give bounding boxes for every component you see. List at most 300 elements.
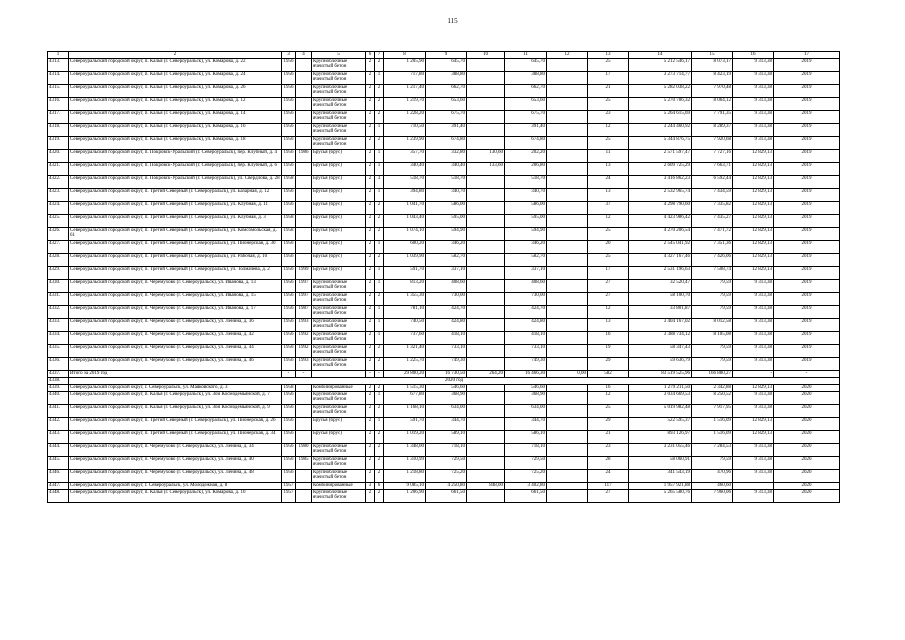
table-row	[48, 292, 840, 305]
table-row	[48, 110, 840, 123]
table-cell: 1 043,40	[384, 214, 426, 227]
table-cell	[467, 71, 505, 84]
table-cell: 1956	[282, 417, 296, 430]
table-cell: Брусья (брус)	[312, 430, 366, 443]
table-cell: 1956	[282, 71, 296, 84]
table-cell	[296, 240, 312, 253]
table-cell: 3 034 669,53	[629, 391, 692, 404]
table-cell: 9 313,38	[733, 404, 774, 417]
table-cell: 1992	[296, 331, 312, 344]
table-cell: 1 279 211,50	[629, 384, 692, 391]
address-cell: Североуральский городской округ, г. Североуральск, ул. Маяковского, д. 3	[69, 384, 282, 391]
table-cell: 2	[366, 240, 375, 253]
table-cell: 1 515,30	[384, 384, 426, 391]
table-cell: 582	[588, 370, 629, 377]
table-cell: 58 347,43	[629, 344, 692, 357]
table-cell: 2	[366, 149, 375, 162]
table-cell	[547, 110, 588, 123]
table-cell: 2	[366, 84, 375, 97]
table-cell: 344,70	[426, 417, 467, 430]
table-cell: 1956	[282, 443, 296, 456]
table-cell: Крупноблочные ячеистый бетон	[312, 318, 366, 331]
table-cell: 674,80	[505, 136, 547, 149]
table-cell: 2019	[774, 71, 840, 84]
table-cell: Крупноблочные ячеистый бетон	[312, 58, 366, 71]
table-cell: 1	[375, 305, 384, 318]
table-cell: 1956	[282, 331, 296, 344]
table-cell: 1956	[282, 58, 296, 71]
address-cell: Североуральский городской округ, п. Черемухово (г. Североуральск), ул. Ленина, д. 48	[69, 469, 282, 482]
table-cell	[467, 97, 505, 110]
table-cell: 1993	[296, 357, 312, 370]
table-cell: 1957	[282, 489, 296, 502]
table-cell: 29	[588, 417, 629, 430]
table-cell: 2	[366, 357, 375, 370]
table-cell: 2	[366, 279, 375, 292]
table-cell	[296, 253, 312, 266]
table-cell: 1 019,20	[384, 430, 426, 443]
table-cell: 24	[588, 175, 629, 188]
table-row	[48, 279, 840, 292]
table-cell: 0,00	[547, 370, 588, 377]
table-cell: 12 829,13	[733, 240, 774, 253]
table-cell: 340,40	[426, 162, 467, 175]
table-cell	[467, 279, 505, 292]
table-cell: 13	[588, 318, 629, 331]
table-cell	[467, 136, 505, 149]
table-cell: 1 074,10	[384, 227, 426, 240]
table-cell: 1 219,70	[384, 97, 426, 110]
table-row	[48, 149, 840, 162]
table-cell: 9 313,38	[733, 305, 774, 318]
row-number: 4325.	[48, 214, 69, 227]
table-cell: 12 829,13	[733, 175, 774, 188]
table-cell: 9 313,38	[733, 456, 774, 469]
row-number: 4319.	[48, 136, 69, 149]
address-cell: Североуральский городской округ, п. Черемухово (г. Североуральск), ул. Иванова, д. 17	[69, 305, 282, 318]
table-cell: 2020	[774, 417, 840, 430]
table-cell: 79,59	[692, 456, 733, 469]
table-cell: 7 426,06	[692, 253, 733, 266]
table-cell: 12 829,13	[733, 384, 774, 391]
table-cell: 518,70	[384, 175, 426, 188]
table-cell: 264,20	[467, 370, 505, 377]
table-cell: 1 225,70	[384, 357, 426, 370]
table-cell: Брусья (брус)	[312, 149, 366, 162]
row-number: 4314.	[48, 71, 69, 84]
table-cell: 20	[588, 240, 629, 253]
table-cell: -	[282, 370, 296, 377]
table-cell: Крупноблочные ячеистый бетон	[312, 331, 366, 344]
table-cell: 2	[366, 391, 375, 404]
table-cell: 29 800,20	[384, 370, 426, 377]
table-cell: 12 829,13	[733, 201, 774, 214]
table-cell	[547, 266, 588, 279]
table-cell: 2	[375, 344, 384, 357]
table-cell: 1956	[282, 123, 296, 136]
table-cell	[733, 482, 774, 489]
table-cell	[547, 331, 588, 344]
table-cell: 2020	[774, 469, 840, 482]
table-cell	[296, 97, 312, 110]
table-cell: 518,70	[426, 175, 467, 188]
table-cell: 1	[375, 279, 384, 292]
table-cell: 7 920,68	[692, 136, 733, 149]
table-row	[48, 318, 840, 331]
table-cell: 1 217,40	[384, 84, 426, 97]
table-cell: Брусья (брус)	[312, 266, 366, 279]
table-cell: 675,70	[505, 110, 547, 123]
table-cell	[467, 404, 505, 417]
table-cell: 2	[366, 227, 375, 240]
table-cell: 2	[366, 384, 375, 391]
table-cell	[467, 227, 505, 240]
row-number: 4338.	[48, 377, 69, 384]
table-cell: 2	[366, 430, 375, 443]
address-cell: Североуральский городской округ, п. Черемухово (г. Североуральск), ул. Ленина, д. 46	[69, 357, 282, 370]
table-cell	[547, 417, 588, 430]
row-number: 4326.	[48, 227, 69, 240]
table-cell: 1 355,30	[384, 292, 426, 305]
table-cell: 16	[588, 331, 629, 344]
table-cell: 1958	[282, 214, 296, 227]
table-cell: 2	[366, 188, 375, 201]
table-cell: 25	[588, 97, 629, 110]
table-cell: 12	[588, 305, 629, 318]
column-header: 8	[384, 52, 426, 59]
table-cell: 2	[375, 253, 384, 266]
table-cell: 1999	[296, 266, 312, 279]
table-cell: 1958	[282, 175, 296, 188]
table-cell: 645,70	[505, 58, 547, 71]
table-cell: Крупноблочные ячеистый бетон	[312, 279, 366, 292]
table-cell: 2	[366, 123, 375, 136]
table-cell: 2019	[774, 305, 840, 318]
table-cell: 1	[375, 240, 384, 253]
row-number: 4334.	[48, 331, 69, 344]
table-cell: 2	[375, 430, 384, 443]
table-cell	[467, 84, 505, 97]
table-row	[48, 489, 840, 502]
table-cell: 9 313,38	[733, 136, 774, 149]
year-row	[48, 377, 840, 384]
table-row	[48, 123, 840, 136]
table-cell: 3 273 714,77	[629, 71, 692, 84]
address-cell: Североуральский городской округ, п. Калья (г. Североуральск), ул. Комарова, д. 24	[69, 71, 282, 84]
housing-table	[47, 51, 840, 503]
table-cell: 1956	[282, 149, 296, 162]
table-cell: 394,80	[384, 188, 426, 201]
table-cell: 25	[588, 136, 629, 149]
table-cell: Крупноблочные ячеистый бетон	[312, 71, 366, 84]
table-cell	[467, 175, 505, 188]
table-cell	[547, 292, 588, 305]
table-cell: 2019	[774, 149, 840, 162]
table-cell: 1 039,90	[384, 253, 426, 266]
table-cell	[296, 489, 312, 502]
row-number: 4323.	[48, 188, 69, 201]
table-cell: 7 508,74	[692, 266, 733, 279]
table-cell: 2	[366, 417, 375, 430]
table-cell: 749,30	[426, 357, 467, 370]
table-cell: 518,70	[505, 175, 547, 188]
table-cell: 2019	[774, 110, 840, 123]
table-cell: 591,70	[384, 266, 426, 279]
table-cell: 2020	[774, 456, 840, 469]
table-row	[48, 58, 840, 71]
table-cell: 19	[588, 344, 629, 357]
table-cell: 2019	[774, 84, 840, 97]
table-cell: Крупноблочные ячеистый бетон	[312, 292, 366, 305]
table-cell	[467, 305, 505, 318]
table-cell	[547, 136, 588, 149]
table-cell: 4 423 986,42	[629, 214, 692, 227]
table-cell: 1 348,00	[384, 443, 426, 456]
table-cell: Брусья (брус)	[312, 253, 366, 266]
table-cell: 2	[366, 292, 375, 305]
address-cell: Североуральский городской округ, п. Черемухово (г. Североуральск), ул. Ленина, д. 36	[69, 318, 282, 331]
table-cell: 424,70	[426, 305, 467, 318]
table-cell: Крупноблочные ячеистый бетон	[312, 357, 366, 370]
table-cell: 1 321,40	[384, 344, 426, 357]
table-cell	[312, 370, 366, 377]
table-cell: Крупноблочные ячеистый бетон	[312, 97, 366, 110]
table-cell: 586,00	[426, 201, 467, 214]
table-cell: 674,80	[426, 136, 467, 149]
table-cell: 582,70	[426, 253, 467, 266]
row-number: 4336.	[48, 357, 69, 370]
table-cell: Крупноблочные ячеистый бетон	[312, 489, 366, 502]
table-cell: 733,10	[426, 344, 467, 357]
table-cell: 717,80	[384, 71, 426, 84]
table-cell: 1997	[296, 279, 312, 292]
table-cell: 2020	[774, 443, 840, 456]
table-cell: 2	[366, 344, 375, 357]
table-cell: 9 313,38	[733, 469, 774, 482]
table-cell: 23	[588, 110, 629, 123]
table-cell: 740,50	[384, 318, 426, 331]
table-cell: 2019	[774, 175, 840, 188]
table-cell: 1956	[282, 201, 296, 214]
table-cell: 2019	[774, 123, 840, 136]
row-number: 4316.	[48, 97, 69, 110]
table-cell: 9 313,38	[733, 58, 774, 71]
table-row	[48, 175, 840, 188]
table-row	[48, 253, 840, 266]
table-cell: 391,40	[505, 123, 547, 136]
table-cell: 1 168,10	[384, 404, 426, 417]
table-cell	[547, 214, 588, 227]
table-cell: 661,50	[505, 489, 547, 502]
table-cell: 2	[366, 443, 375, 456]
table-cell: 8 289,37	[692, 123, 733, 136]
table-cell: 58 060,91	[629, 456, 692, 469]
table-cell	[467, 344, 505, 357]
address-cell: Североуральский городской округ, п. Калья (г. Североуральск), ул. Зои Космодемьянской, д. 9	[69, 404, 282, 417]
column-header: 10	[467, 52, 505, 59]
table-cell: 337,10	[426, 266, 467, 279]
table-cell: 83 519 525,96	[629, 370, 692, 377]
table-cell: 2019	[774, 266, 840, 279]
table-cell: 368,90	[505, 391, 547, 404]
table-cell: 58 100,70	[629, 292, 692, 305]
table-cell: 9 313,38	[733, 489, 774, 502]
table-cell: 3	[375, 175, 384, 188]
address-cell: Североуральский городской округ, п. Третий Северный (г. Североуральск), ул. Пионерская, д. 30	[69, 240, 282, 253]
column-header: 13	[588, 52, 629, 59]
table-cell: 133,60	[467, 162, 505, 175]
table-cell: 9 313,38	[733, 71, 774, 84]
table-cell: 2	[375, 227, 384, 240]
table-cell: 470,96	[692, 469, 733, 482]
table-cell: 418,10	[426, 331, 467, 344]
table-cell	[467, 201, 505, 214]
table-cell: 2	[366, 253, 375, 266]
column-header: 11	[505, 52, 547, 59]
table-cell: 4 327 167,46	[629, 253, 692, 266]
row-number: 4345.	[48, 456, 69, 469]
table-cell: 2	[375, 292, 384, 305]
table-cell: 9 313,38	[733, 357, 774, 370]
table-cell: 9 313,38	[733, 110, 774, 123]
table-cell: 346,20	[505, 240, 547, 253]
table-cell	[547, 404, 588, 417]
table-cell: 546,60	[505, 384, 547, 391]
row-number: 4330.	[48, 279, 69, 292]
table-row	[48, 227, 840, 240]
table-cell	[547, 97, 588, 110]
table-cell: 346,20	[426, 240, 467, 253]
table-cell: 2019	[774, 318, 840, 331]
table-cell	[467, 240, 505, 253]
table-cell: 2	[366, 305, 375, 318]
table-cell: Брусья (брус)	[312, 201, 366, 214]
table-cell: 4 298 790,60	[629, 201, 692, 214]
table-cell: 27	[588, 489, 629, 502]
table-cell: 594,90	[505, 227, 547, 240]
table-cell: 3 404 167,02	[629, 318, 692, 331]
page-number: 115	[447, 17, 458, 25]
table-cell: 9 313,38	[733, 443, 774, 456]
table-cell	[547, 456, 588, 469]
table-cell: Крупноблочные ячеистый бетон	[312, 305, 366, 318]
table-cell: 8 250,52	[692, 391, 733, 404]
table-cell: 1985	[296, 456, 312, 469]
table-cell: 166 880,27	[692, 370, 733, 377]
table-cell: 2019	[774, 162, 840, 175]
row-number: 4339.	[48, 384, 69, 391]
address-cell: Североуральский городской округ, п. Калья (г. Североуральск), ул. Комарова, д. 12	[69, 97, 282, 110]
address-cell: Североуральский городской округ, п. Третий Северный (г. Североуральск), ул. Клубная, д. 11	[69, 201, 282, 214]
table-cell	[547, 443, 588, 456]
table-row	[48, 384, 840, 391]
row-number: 4320.	[48, 149, 69, 162]
table-cell	[547, 489, 588, 502]
table-row	[48, 84, 840, 97]
table-cell: 7 663,71	[692, 162, 733, 175]
table-cell	[296, 214, 312, 227]
table-cell: 9 085,10	[384, 482, 426, 489]
table-cell: 37	[588, 201, 629, 214]
table-cell: 12	[588, 214, 629, 227]
table-cell: 27	[588, 279, 629, 292]
table-cell: 1956	[282, 344, 296, 357]
table-cell: 1956	[282, 469, 296, 482]
table-cell: 11	[588, 149, 629, 162]
table-cell: 12 829,13	[733, 430, 774, 443]
table-cell: 1956	[282, 84, 296, 97]
table-cell: 2020	[774, 404, 840, 417]
table-row	[48, 482, 840, 489]
table-row	[48, 162, 840, 175]
table-cell: 1956	[282, 110, 296, 123]
table-cell: 424,80	[505, 318, 547, 331]
table-cell	[547, 391, 588, 404]
table-cell: 2019	[774, 344, 840, 357]
table-cell	[296, 482, 312, 489]
table-cell: 1 957 921,88	[629, 482, 692, 489]
table-cell: 2	[375, 84, 384, 97]
table-row	[48, 266, 840, 279]
row-number: 4342.	[48, 417, 69, 430]
table-cell: 1956	[282, 305, 296, 318]
table-cell: 661,50	[426, 489, 467, 502]
table-cell: 2	[366, 469, 375, 482]
table-cell	[547, 240, 588, 253]
table-cell	[467, 188, 505, 201]
table-cell: 2019	[774, 136, 840, 149]
table-cell	[547, 201, 588, 214]
table-cell: 1	[375, 391, 384, 404]
table-cell	[547, 162, 588, 175]
table-cell	[547, 149, 588, 162]
table-cell: 730,00	[505, 292, 547, 305]
table-cell	[296, 136, 312, 149]
table-cell	[467, 214, 505, 227]
table-cell: 340,40	[384, 162, 426, 175]
table-cell: 1956	[282, 188, 296, 201]
table-cell: Комбинированные	[312, 384, 366, 391]
table-cell	[467, 123, 505, 136]
table-cell: 25	[588, 227, 629, 240]
table-cell: 729,50	[426, 456, 467, 469]
table-cell	[296, 58, 312, 71]
table-cell	[547, 357, 588, 370]
table-cell: 1986	[296, 149, 312, 162]
table-cell: -	[733, 370, 774, 377]
table-cell: 725,20	[505, 469, 547, 482]
table-cell: 2019	[774, 240, 840, 253]
address-cell: Североуральский городской округ, п. Покровск-Уральский (г. Североуральск), пер. Клубный, д. 4	[69, 149, 282, 162]
table-cell: 12	[588, 123, 629, 136]
table-cell: 5 264 615,69	[629, 110, 692, 123]
table-cell: 2	[366, 175, 375, 188]
table-cell: 3 402,80	[505, 482, 547, 489]
row-number: 4341.	[48, 404, 69, 417]
row-number: 4329.	[48, 266, 69, 279]
table-cell: 1	[375, 331, 384, 344]
table-cell: 391,40	[426, 123, 467, 136]
table-cell: 1987	[296, 305, 312, 318]
table-cell: 1958	[283, 384, 294, 390]
table-cell: 206,80	[505, 162, 547, 175]
table-cell: 1956	[282, 430, 296, 443]
table-cell	[296, 227, 312, 240]
table-row	[48, 443, 840, 456]
table-cell: 16	[588, 384, 629, 391]
table-cell: 2019	[774, 279, 840, 292]
table-cell: Крупноблочные ячеистый бетон	[312, 391, 366, 404]
